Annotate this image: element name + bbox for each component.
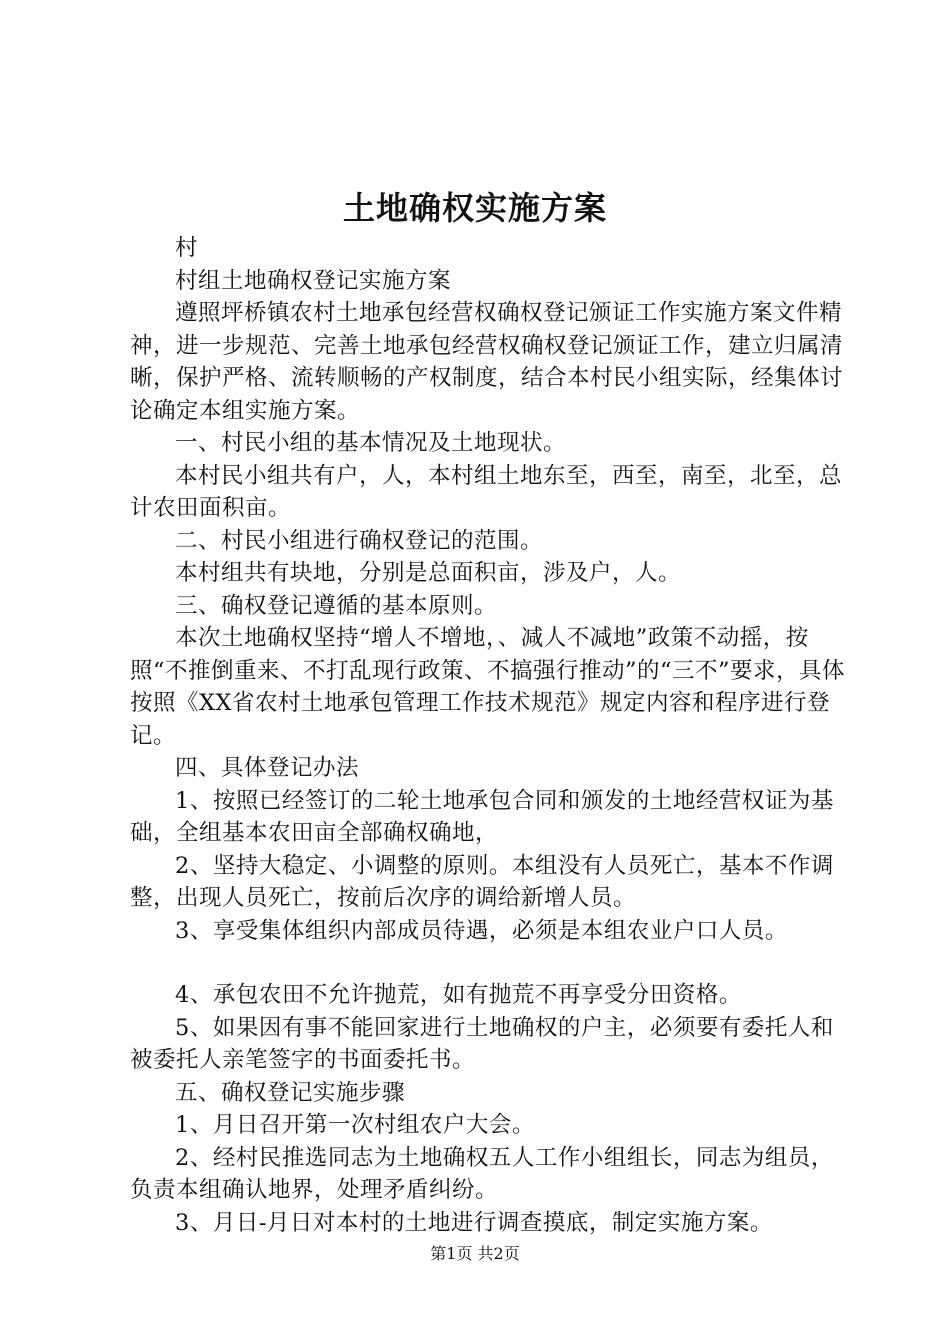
section-heading-1: 一、村民小组的基本情况及土地现状。: [175, 430, 567, 456]
paragraph-subtitle: 村组土地确权登记实施方案: [175, 267, 452, 294]
paragraph-basic-info: 本村民小组共有户，人，本村组土地东至，西至，南至，北至，总计农田面积亩。: [130, 462, 843, 521]
section-heading-2: 二、村民小组进行确权登记的范围。: [175, 527, 544, 554]
paragraph-gap: [130, 947, 850, 979]
document-title: 土地确权实施方案: [342, 189, 607, 227]
list-item-method-5: 5、如果因有事不能回家进行土地确权的户主，必须要有委托人和被委托人亲笔签字的书面委托书。: [130, 1014, 834, 1073]
list-item-method-3: 3、享受集体组织内部成员待遇，必须是本组农业户口人员。: [175, 917, 788, 944]
section-heading-4: 四、具体登记办法: [175, 755, 360, 781]
document-body: [130, 232, 850, 1239]
list-item-step-3: 3、月日-月日对本村的土地进行调查摸底，制定实施方案。: [175, 1209, 773, 1236]
page-footer: 第1页 共2页: [430, 1244, 520, 1263]
section-heading-3: 三、确权登记遵循的基本原则。: [175, 592, 498, 619]
list-item-step-2: 2、经村民推选同志为土地确权五人工作小组组长，同志为组员，负责本组确认地界，处理矛盾纠纷。: [130, 1144, 834, 1203]
paragraph-principles: 本次土地确权坚持“增人不增地，、减人不减地”政策不动摇，按照“不推倒重来、不打乱现行政策、不搞强行推动”的“三不”要求，具体按照《XX省农村土地承包管理工作技术规范》规定内容和程序进行登记。: [130, 625, 846, 749]
paragraph-village: 村: [175, 235, 199, 261]
list-item-step-1: 1、月日召开第一次村组农户大会。: [175, 1112, 535, 1138]
list-item-method-1: 1、按照已经签订的二轮土地承包合同和颁发的土地经营权证为基础，全组基本农田亩全部确权确地，: [130, 787, 834, 846]
section-heading-5: 五、确权登记实施步骤: [175, 1079, 406, 1106]
paragraph-intro: 遵照坪桥镇农村土地承包经营权确权登记颁证工作实施方案文件精神，进一步规范、完善土地承包经营权确权登记颁证工作，建立归属清晰，保护严格、流转顺畅的产权制度，结合本村民小组实际，经集体讨论确定本组实施方案。: [130, 300, 844, 424]
paragraph-scope: 本村组共有块地，分别是总面积亩，涉及户，人。: [175, 560, 682, 586]
list-item-method-4: 4、承包农田不允许抛荒，如有抛荒不再享受分田资格。: [175, 982, 742, 1008]
list-item-method-2: 2、坚持大稳定、小调整的原则。本组没有人员死亡，基本不作调整，出现人员死亡，按前后次序的调给新增人员。: [130, 852, 834, 911]
